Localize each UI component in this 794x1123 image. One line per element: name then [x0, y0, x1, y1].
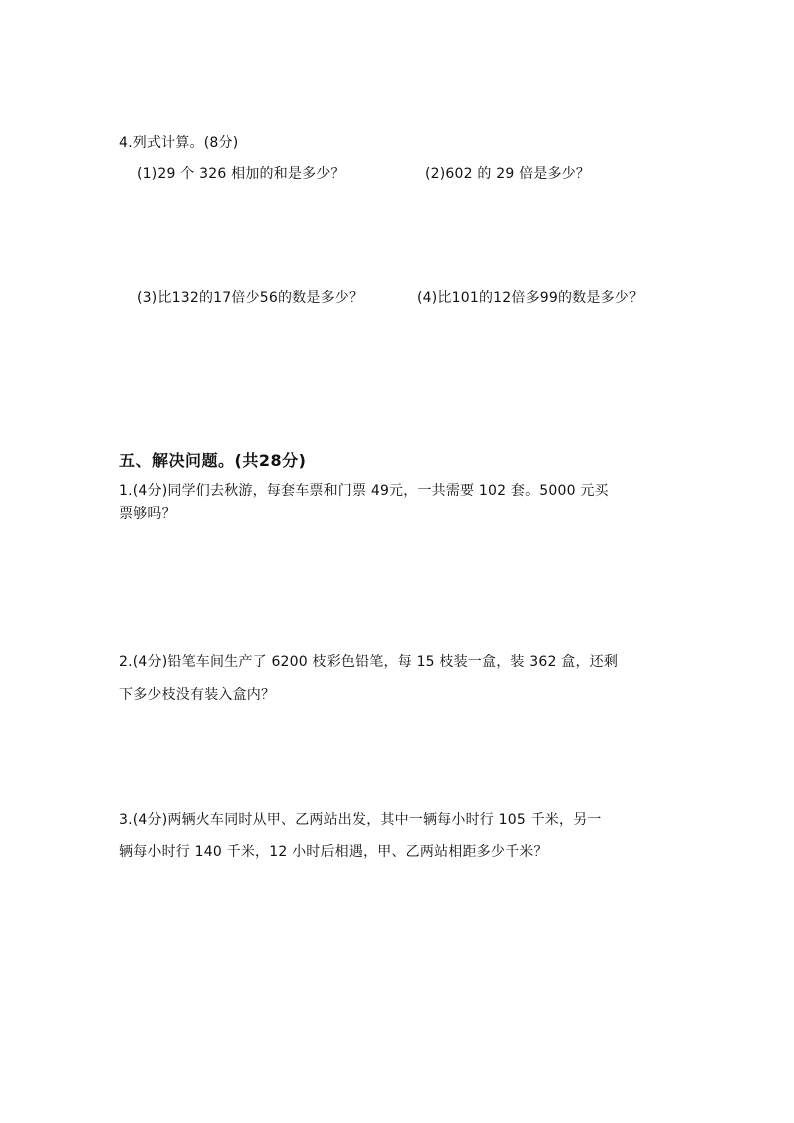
question-4-1: (1)29 个 326 相加的和是多少？: [137, 166, 345, 182]
question-4-4: (4)比101的12倍多99的数是多少？: [417, 290, 644, 306]
problem-2-line-2: 下多少枝没有装入盒内？: [119, 687, 276, 703]
problem-1-line-1: 1.(4分)同学们去秋游，每套车票和门票 49元，一共需要 102 套。5000 元买: [119, 483, 609, 499]
section-4-title: 4.列式计算。(8分): [119, 135, 239, 151]
question-4-3: (3)比132的17倍少56的数是多少？: [137, 290, 364, 306]
problem-3-line-2: 辆每小时行 140 千米，12 小时后相遇，甲、乙两站相距多少千米？: [119, 844, 548, 860]
question-4-2: (2)602 的 29 倍是多少？: [425, 166, 591, 182]
problem-3-line-1: 3.(4分)两辆火车同时从甲、乙两站出发，其中一辆每小时行 105 千米，另一: [119, 812, 602, 828]
section-5-title: 五、解决问题。(共28分): [119, 451, 307, 470]
problem-1-line-2: 票够吗？: [119, 506, 176, 522]
problem-2-line-1: 2.(4分)铅笔车间生产了 6200 枝彩色铅笔，每 15 枝装一盒，装 362 盒，还剩: [119, 654, 619, 670]
